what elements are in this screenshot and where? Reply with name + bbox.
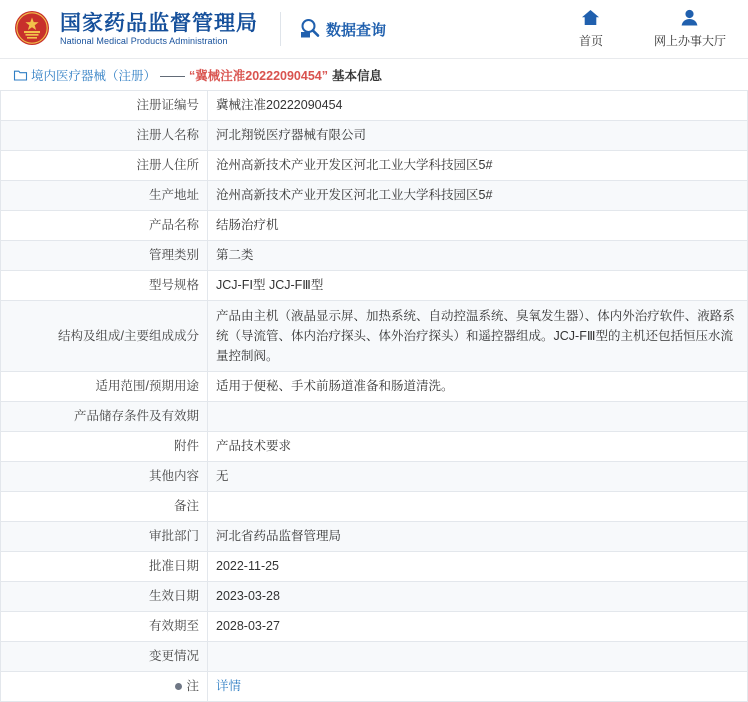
row-key: 备注 [1, 492, 208, 522]
row-value: 结肠治疗机 [208, 211, 748, 241]
row-key: 其他内容 [1, 462, 208, 492]
user-icon [680, 9, 699, 29]
row-value: 沧州高新技术产业开发区河北工业大学科技园区5# [208, 181, 748, 211]
breadcrumb-bar [0, 58, 748, 90]
row-value: 适用于便秘、手术前肠道准备和肠道清洗。 [208, 372, 748, 402]
table-row [1, 402, 748, 432]
data-query-label: 数据查询 [326, 21, 387, 39]
search-icon [299, 17, 321, 42]
row-value [208, 402, 748, 432]
row-key: 注册人住所 [1, 151, 208, 181]
table-row [1, 492, 748, 522]
table-row [1, 241, 748, 271]
row-value: 2023-03-28 [208, 582, 748, 612]
row-key: 适用范围/预期用途 [1, 372, 208, 402]
row-value: 沧州高新技术产业开发区河北工业大学科技园区5# [208, 151, 748, 181]
breadcrumb-separator: —— [160, 68, 186, 83]
table-row [1, 301, 748, 372]
row-key [1, 672, 208, 702]
row-key: 产品储存条件及有效期 [1, 402, 208, 432]
row-key: 生产地址 [1, 181, 208, 211]
table-row [1, 432, 748, 462]
row-value: 河北翔锐医疗器械有限公司 [208, 121, 748, 151]
detail-table [0, 90, 748, 702]
row-key: 产品名称 [1, 211, 208, 241]
table-row [1, 522, 748, 552]
row-value: 2028-03-27 [208, 612, 748, 642]
row-key: 有效期至 [1, 612, 208, 642]
row-key-label: 注 [186, 679, 199, 693]
row-value: 产品由主机（液晶显示屏、加热系统、自动控温系统、臭氧发生器）、体内外治疗软件、液路系统（导流管、体内治疗探头、体外治疗探头）和遥控器组成。JCJ-FⅢ型的主机还包括恒压水流量控制阀。 [208, 301, 748, 372]
nav-item-home[interactable] [562, 9, 620, 49]
row-key: 生效日期 [1, 582, 208, 612]
brand-text [60, 12, 258, 47]
table-row [1, 642, 748, 672]
breadcrumb-link[interactable]: 境内医疗器械（注册） [31, 68, 157, 83]
data-query-entry[interactable] [299, 17, 386, 42]
table-row [1, 151, 748, 181]
row-value: 2022-11-25 [208, 552, 748, 582]
table-row [1, 372, 748, 402]
header-divider [280, 12, 281, 46]
table-row [1, 271, 748, 301]
row-key: 审批部门 [1, 522, 208, 552]
brand-title-en: National Medical Products Administration [60, 35, 228, 46]
row-key: 注册人名称 [1, 121, 208, 151]
row-value: 第二类 [208, 241, 748, 271]
home-icon [581, 9, 600, 29]
table-row [1, 552, 748, 582]
row-key: 注册证编号 [1, 91, 208, 121]
row-value [208, 672, 748, 702]
row-key: 变更情况 [1, 642, 208, 672]
row-key: 批准日期 [1, 552, 208, 582]
table-row-note [1, 672, 748, 702]
breadcrumb-tail: 基本信息 [332, 68, 383, 83]
row-key: 管理类别 [1, 241, 208, 271]
row-key: 附件 [1, 432, 208, 462]
note-bullet-icon [175, 683, 182, 690]
table-row [1, 181, 748, 211]
national-emblem-icon [12, 9, 52, 49]
row-value: 产品技术要求 [208, 432, 748, 462]
detail-table-wrap [0, 90, 748, 702]
brand-title-cn: 国家药品监督管理局 [60, 10, 258, 35]
row-value: 河北省药品监督管理局 [208, 522, 748, 552]
table-row [1, 211, 748, 241]
breadcrumb-reg-no: “冀械注准20222090454” [189, 68, 328, 83]
table-row [1, 582, 748, 612]
nav-item-service-hall-label: 网上办事大厅 [653, 34, 726, 48]
detail-link[interactable]: 详情 [216, 679, 242, 693]
page-header [0, 0, 748, 58]
nav-item-home-label: 首页 [578, 34, 603, 48]
table-row [1, 91, 748, 121]
table-row [1, 462, 748, 492]
row-value [208, 492, 748, 522]
row-value [208, 642, 748, 672]
row-key: 型号规格 [1, 271, 208, 301]
brand-block [12, 9, 258, 49]
breadcrumb-folder-icon [14, 69, 27, 83]
header-nav [562, 9, 732, 49]
row-value: JCJ-FⅠ型 JCJ-FⅢ型 [208, 271, 748, 301]
breadcrumb [14, 66, 382, 84]
table-row [1, 612, 748, 642]
row-value: 冀械注准20222090454 [208, 91, 748, 121]
nav-item-service-hall[interactable] [654, 9, 726, 49]
row-key: 结构及组成/主要组成成分 [1, 301, 208, 372]
row-value: 无 [208, 462, 748, 492]
table-row [1, 121, 748, 151]
